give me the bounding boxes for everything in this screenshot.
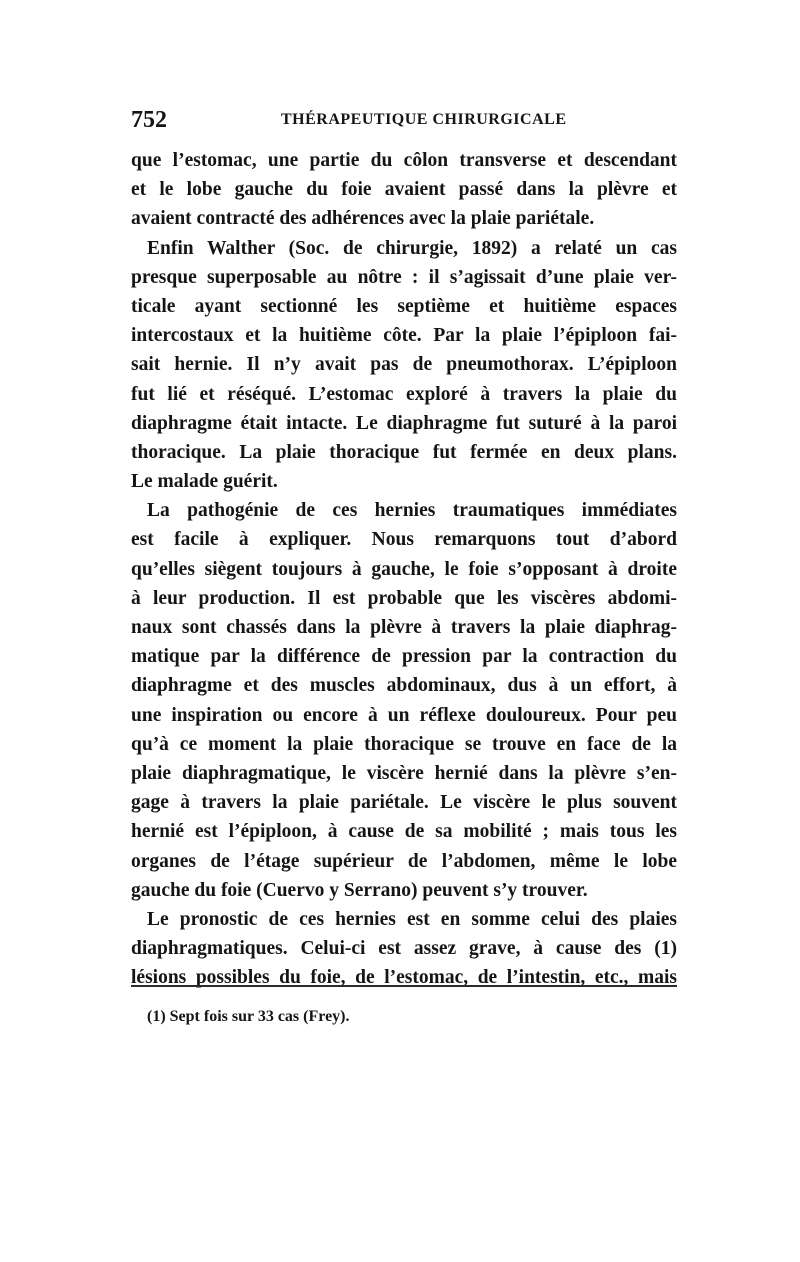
text-line: intercostaux et la huitième côte. Par la plaie l’épiploon fai- bbox=[131, 325, 677, 347]
text-line: Enfin Walther (Soc. de chirurgie, 1892) a relaté un cas bbox=[147, 237, 677, 259]
footnote-divider bbox=[131, 985, 677, 987]
page-number: 752 bbox=[131, 107, 167, 133]
page-header bbox=[131, 103, 677, 137]
running-title: THÉRAPEUTIQUE CHIRURGICALE bbox=[281, 111, 567, 128]
text-line: diaphragmatiques. Celui-ci est assez grave, à cause des (1) bbox=[131, 938, 677, 960]
text-line: hernié est l’épiploon, à cause de sa mobilité ; mais tous les bbox=[131, 821, 677, 843]
text-line: avaient contracté des adhérences avec la plaie pariétale. bbox=[131, 208, 595, 230]
text-line: est facile à expliquer. Nous remarquons tout d’abord bbox=[131, 529, 677, 551]
text-line: naux sont chassés dans la plèvre à travers la plaie diaphrag- bbox=[131, 617, 677, 638]
body-text bbox=[131, 146, 677, 992]
text-line: gage à travers la plaie pariétale. Le viscère le plus souvent bbox=[131, 792, 677, 814]
text-line: Le malade guérit. bbox=[131, 471, 278, 493]
text-line: plaie diaphragmatique, le viscère hernié dans la plèvre s’en- bbox=[131, 762, 677, 784]
text-line: qu’à ce moment la plaie thoracique se trouve en face de la bbox=[131, 733, 677, 755]
text-line: diaphragme et des muscles abdominaux, dus à un effort, à bbox=[131, 675, 677, 697]
text-line: que l’estomac, une partie du côlon transverse et descendant bbox=[131, 150, 677, 171]
text-line: presque superposable au nôtre : il s’agissait d’une plaie ver- bbox=[131, 266, 677, 288]
footnote: (1) Sept fois sur 33 cas (Frey). bbox=[147, 1008, 350, 1025]
text-line: qu’elles siègent toujours à gauche, le foie s’opposant à droite bbox=[131, 558, 677, 580]
text-line: fut lié et réséqué. L’estomac exploré à travers la plaie du bbox=[131, 383, 677, 405]
text-line: matique par la différence de pression par la contraction du bbox=[131, 646, 677, 668]
text-line: une inspiration ou encore à un réflexe douloureux. Pour peu bbox=[131, 704, 677, 726]
text-line: et le lobe gauche du foie avaient passé dans la plèvre et bbox=[131, 179, 677, 201]
text-line: organes de l’étage supérieur de l’abdomen, même le lobe bbox=[131, 850, 677, 872]
text-line: La pathogénie de ces hernies traumatiques immédiates bbox=[147, 500, 677, 522]
text-line: Le pronostic de ces hernies est en somme celui des plaies bbox=[147, 908, 677, 930]
text-line: diaphragme était intacte. Le diaphragme fut suturé à la paroi bbox=[131, 412, 677, 434]
text-line: à leur production. Il est probable que les viscères abdomi- bbox=[131, 587, 677, 609]
text-line: ticale ayant sectionné les septième et huitième espaces bbox=[131, 295, 677, 317]
text-line: lésions possibles du foie, de l’estomac, de l’intestin, etc., mais bbox=[131, 967, 677, 989]
text-line: gauche du foie (Cuervo y Serrano) peuvent s’y trouver. bbox=[131, 879, 588, 901]
text-line: sait hernie. Il n’y avait pas de pneumothorax. L’épiploon bbox=[131, 354, 677, 376]
text-line: thoracique. La plaie thoracique fut fermée en deux plans. bbox=[131, 441, 677, 463]
